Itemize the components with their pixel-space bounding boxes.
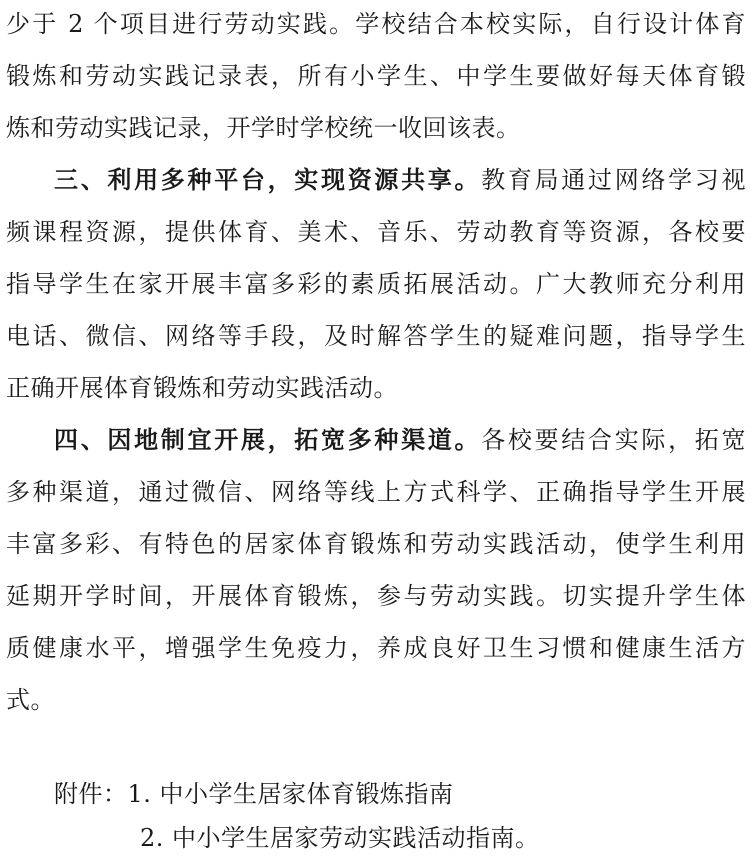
attachment-item-2: 2. 中小学生居家劳动实践活动指南。 — [140, 824, 540, 852]
paragraph-2-line-3: 指导学生在家开展丰富多彩的素质拓展活动。广大教师充分利用 — [6, 270, 746, 298]
paragraph-3-line-2: 多种渠道，通过微信、网络等线上方式科学、正确指导学生开展 — [6, 478, 746, 506]
paragraph-2-first-line — [6, 160, 746, 200]
paragraph-2-line-4: 电话、微信、网络等手段，及时解答学生的疑难问题，指导学生 — [6, 322, 746, 350]
attachment-line-1 — [54, 774, 454, 814]
paragraph-2-line-2: 频课程资源，提供体育、美术、音乐、劳动教育等资源，各校要 — [6, 218, 746, 246]
paragraph-1-line-2: 锻炼和劳动实践记录表，所有小学生、中学生要做好每天体育锻 — [6, 62, 746, 90]
paragraph-2-line-5: 正确开展体育锻炼和劳动实践活动。 — [6, 374, 398, 402]
paragraph-3-line-3: 丰富多彩、有特色的居家体育锻炼和劳动实践活动，使学生利用 — [6, 530, 746, 558]
paragraph-3-first-line — [6, 420, 746, 460]
paragraph-2-first-line-text: 教育局通过网络学习视 — [481, 166, 747, 194]
paragraph-1-line-1: 少于 2 个项目进行劳动实践。学校结合本校实际，自行设计体育 — [6, 10, 746, 38]
paragraph-3-line-6: 式。 — [6, 686, 55, 714]
paragraph-1-line-3: 炼和劳动实践记录，开学时学校统一收回该表。 — [6, 114, 521, 142]
paragraph-3-line-5: 质健康水平，增强学生免疫力，养成良好卫生习惯和健康生活方 — [6, 634, 746, 662]
paragraph-3-line-4: 延期开学时间，开展体育锻炼，参与劳动实践。切实提升学生体 — [6, 582, 746, 610]
paragraph-3-first-line-text: 各校要结合实际，拓宽 — [481, 426, 747, 454]
attachment-item-1: 1. 中小学生居家体育锻炼指南 — [127, 780, 454, 808]
section-3-heading: 三、利用多种平台，实现资源共享。 — [54, 166, 482, 194]
section-4-heading: 四、因地制宜开展，拓宽多种渠道。 — [54, 426, 482, 454]
attachment-label: 附件： — [54, 780, 128, 808]
